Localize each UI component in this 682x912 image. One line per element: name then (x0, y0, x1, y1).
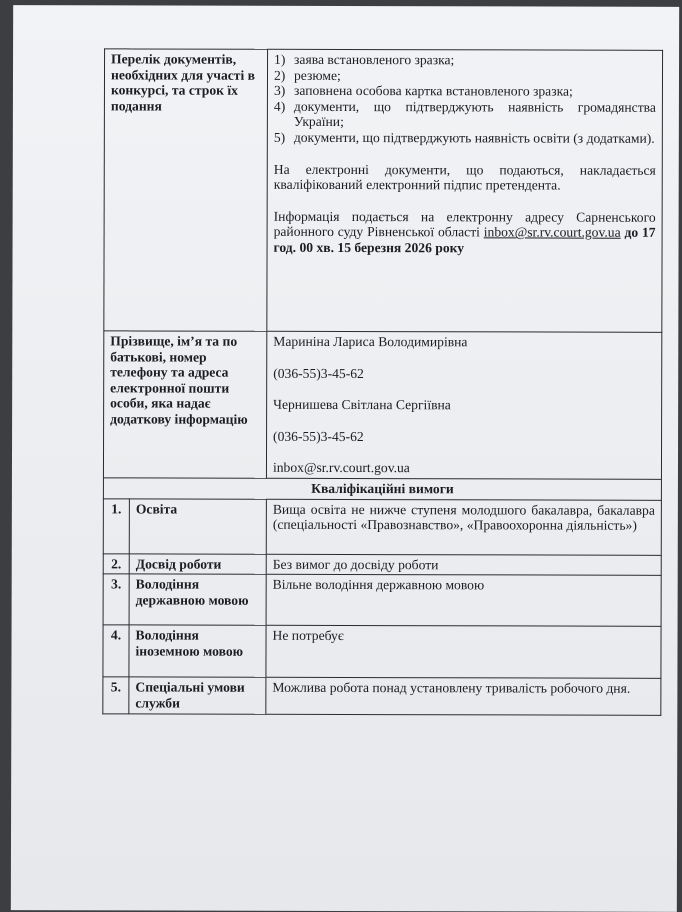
requirement-value: Можлива робота понад установлену тривалість робочого дня. (266, 677, 661, 715)
row-number: 3. (103, 574, 129, 625)
qualifications-header: Кваліфікаційні вимоги (103, 478, 661, 500)
list-item: 3) заповнена особова картка встановленого зразка; (273, 83, 573, 99)
table-row (103, 498, 661, 554)
list-item: 4) документи, що підтверджують наявність громадянства України; (273, 98, 656, 130)
table-row (103, 625, 661, 678)
row-number: 2. (103, 553, 129, 574)
table-row (103, 574, 661, 626)
requirement-value: Вільне володіння державною мовою (266, 574, 661, 626)
requirement-value: Без вимог до досвіду роботи (266, 554, 661, 576)
contacts-row (103, 331, 661, 479)
contacts-label: Прізвище, ім’я та по батькові, номер телефону та адреса електронної пошти особи, яка надає додаткову інформацію (103, 331, 266, 478)
documents-content (267, 49, 663, 332)
requirement-label: Освіта (129, 498, 266, 553)
list-item: 1) заява встановленого зразка; (274, 51, 455, 68)
list-item: 2) резюме; (274, 67, 341, 83)
requirement-label: Досвід роботи (129, 553, 266, 574)
documents-row (104, 49, 663, 332)
submission-deadline: до 17 год. 00 хв. 15 березня 2026 року (273, 225, 656, 256)
signature-note: На електронні документи, що подаються, накладається кваліфікований електронний підпис претендента. (273, 161, 656, 193)
row-number: 5. (103, 677, 129, 714)
list-item: 5) документи, що підтверджують наявність освіти (з додатками). (273, 129, 655, 146)
contact-email[interactable]: inbox@sr.rv.court.gov.ua (272, 460, 410, 476)
table-row (103, 553, 661, 575)
row-number: 4. (103, 625, 129, 677)
requirement-label: Спеціальні умови служби (129, 677, 266, 714)
paper-sheet (11, 5, 679, 912)
submission-info: Інформація подається на електронну адресу Сарненського районного суду Рівненської області inbox@sr.rv.court.gov.ua до 17 год. 00 хв. 15 березня 2026 року (273, 208, 656, 256)
table-row (103, 677, 661, 715)
contact-person-2: Чернишева Світлана Сергіївна (273, 396, 451, 413)
contact-phone-2: (036-55)3-45-62 (273, 428, 364, 444)
row-number: 1. (103, 498, 129, 553)
qualifications-header-row (103, 478, 661, 500)
competition-table (102, 48, 663, 716)
requirement-label: Володіння іноземною мовою (129, 625, 266, 677)
contact-phone-1: (036-55)3-45-62 (273, 365, 364, 381)
requirement-label: Володіння державною мовою (129, 574, 266, 625)
documents-label: Перелік документів, необхідних для участі в конкурсі, та строк їх подання (104, 49, 268, 331)
contacts-content (266, 331, 661, 479)
requirement-value: Вища освіта не нижче ступеня молодшого бакалавра, бакалавра (спеціальності «Правознавство», «Правоохоронна діяльність») (266, 499, 661, 555)
requirement-value: Не потребує (266, 625, 661, 678)
submission-email[interactable]: inbox@sr.rv.court.gov.ua (483, 224, 621, 241)
documents-list (274, 52, 656, 147)
contact-person-1: Мариніна Лариса Володимирівна (273, 333, 468, 350)
